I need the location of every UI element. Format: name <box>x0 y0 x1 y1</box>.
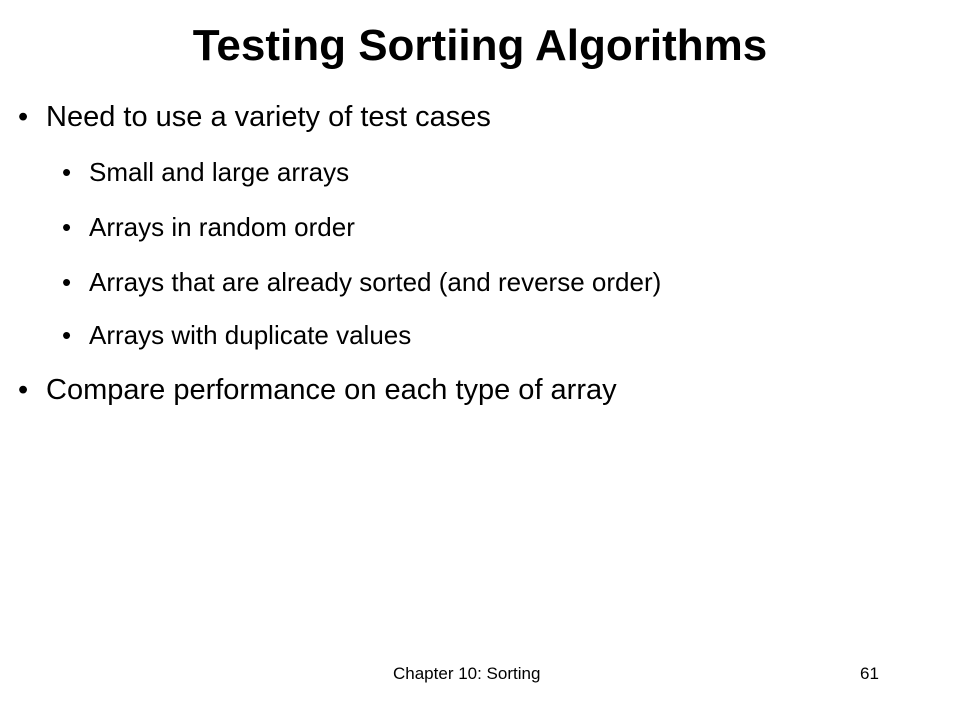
slide-number: 61 <box>860 664 879 683</box>
bullet-text: Need to use a variety of test cases <box>46 101 491 133</box>
bullet-marker: • <box>62 212 72 242</box>
bullet-text: Compare performance on each type of array <box>46 374 617 406</box>
footer-chapter: Chapter 10: Sorting <box>393 664 541 683</box>
sub-bullet-text: Small and large arrays <box>89 157 350 187</box>
sub-bullet-text: Arrays with duplicate values <box>89 320 412 350</box>
bullet-marker: • <box>62 320 72 350</box>
bullet-marker: • <box>62 267 72 297</box>
bullet-item <box>18 99 491 135</box>
sub-bullet-item <box>62 155 349 189</box>
bullet-item <box>18 372 617 408</box>
bullet-marker: • <box>18 374 29 406</box>
sub-bullet-item <box>62 318 411 352</box>
sub-bullet-item <box>62 265 661 299</box>
bullet-marker: • <box>18 101 29 133</box>
sub-bullet-text: Arrays in random order <box>89 212 355 242</box>
slide-title: Testing Sortiing Algorithms <box>192 21 768 70</box>
bullet-marker: • <box>62 157 72 187</box>
sub-bullet-text: Arrays that are already sorted (and reverse order) <box>89 267 662 297</box>
sub-bullet-item <box>62 210 355 244</box>
